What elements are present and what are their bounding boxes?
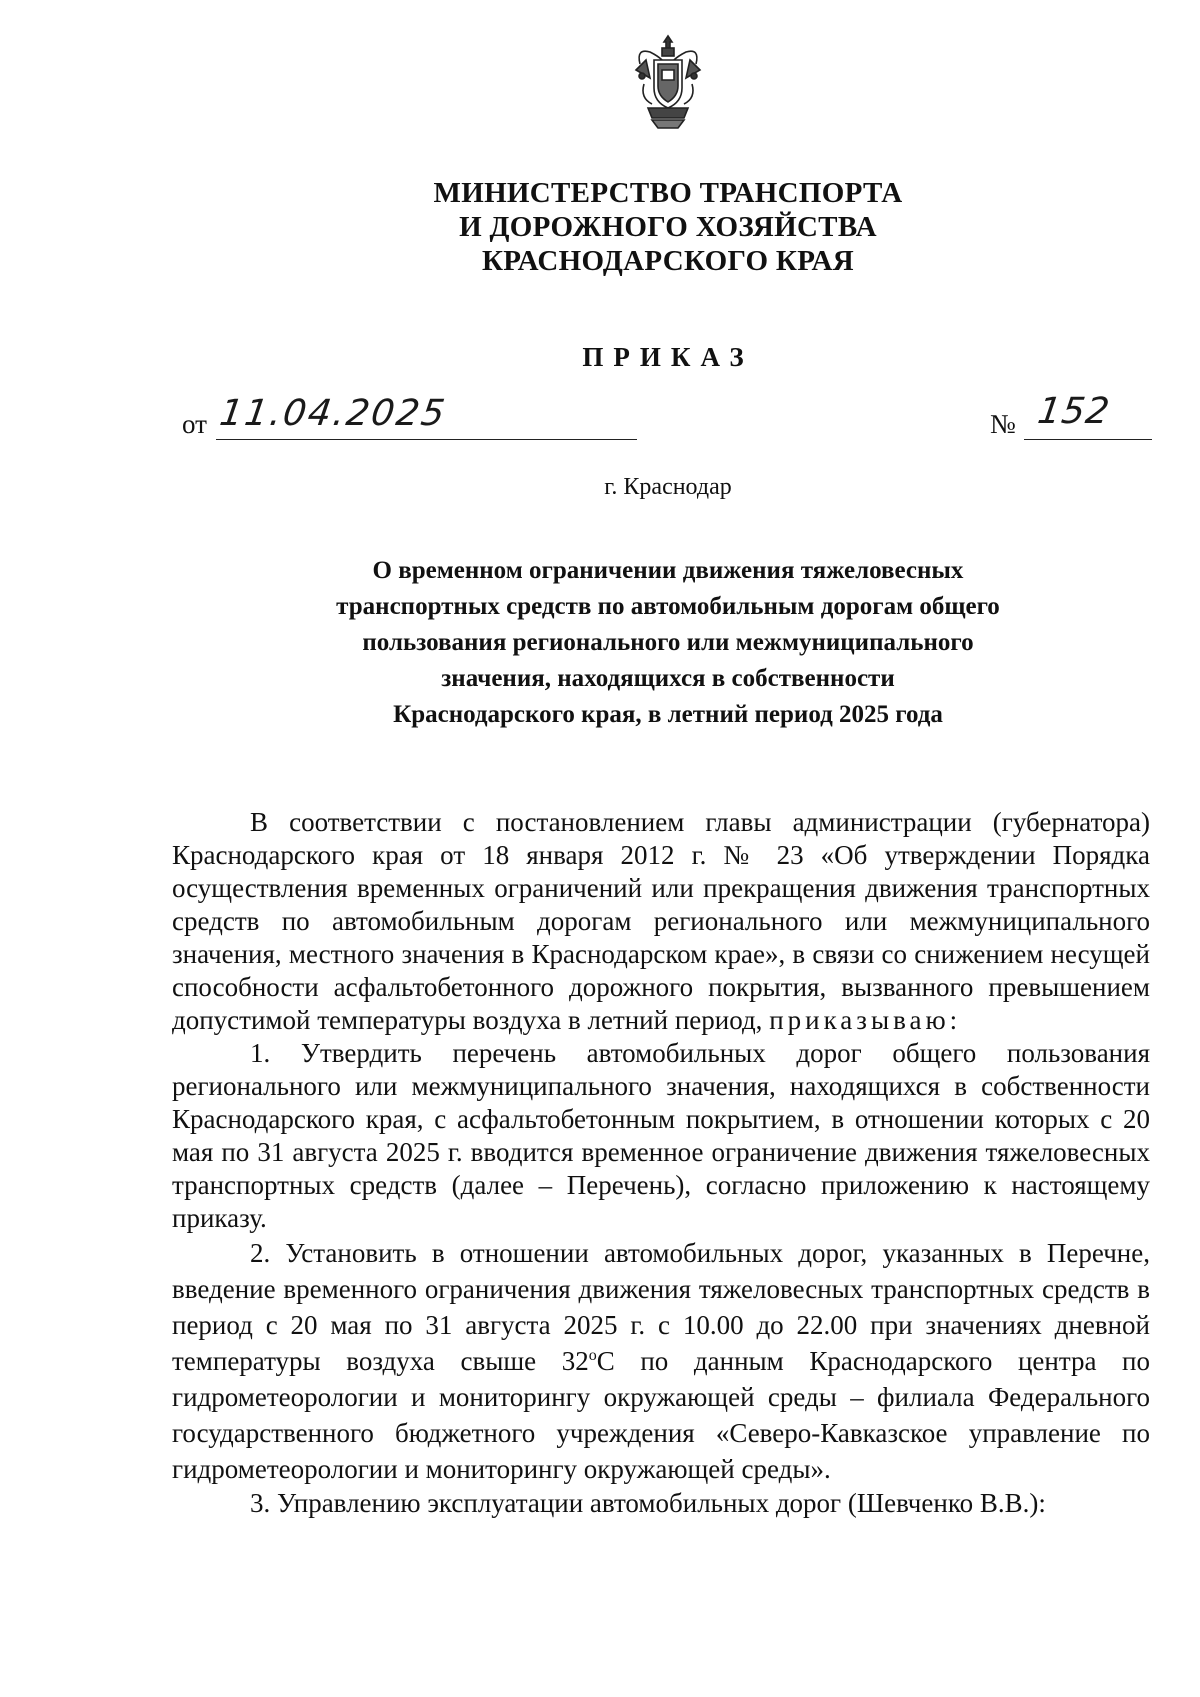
degree-sign: о bbox=[588, 1347, 597, 1364]
date-number-row bbox=[182, 391, 1152, 445]
item-1-paragraph: 1. Утвердить перечень автомобильных дорог общего пользования регионального или межмуниципального значения, находящихся в собственности Краснодарского края, с асфальтобетонным покрытием, в отношении которых с 20 мая по 31 августа 2025 г. вводится временное ограничение движения тяжеловесных транспортных средств (далее – Перечень), согласно приложению к настоящему приказу. bbox=[172, 1038, 1150, 1233]
ministry-line: И ДОРОЖНОГО ХОЗЯЙСТВА bbox=[459, 211, 877, 243]
title-line: О временном ограничении движения тяжеловесных bbox=[372, 557, 964, 584]
date-underline bbox=[216, 439, 637, 440]
number-label: № bbox=[990, 409, 1016, 439]
ministry-line: МИНИСТЕРСТВО ТРАНСПОРТА bbox=[433, 177, 903, 209]
item-3-paragraph: 3. Управлению эксплуатации автомобильных дорог (Шевченко В.В.): bbox=[250, 1488, 1046, 1518]
ministry-name bbox=[300, 176, 1036, 278]
title-line: Краснодарского края, в летний период 2025 года bbox=[393, 701, 943, 728]
date-label: от bbox=[182, 409, 207, 439]
item-2-text-end: С по данным Краснодарского центра по гидрометеорологии и мониторингу окружающей среды – филиала Федерального государственного бюджетного учреждения «Северо-Кавказское управление по гидрометеорологии и мониторингу окружающей среды». bbox=[172, 1346, 1150, 1484]
city: г. Краснодар bbox=[604, 474, 732, 500]
order-title bbox=[240, 553, 1096, 733]
handwritten-date: 11.04.2025 bbox=[217, 393, 450, 434]
item-2-text-start: 2. Установить в отношении автомобильных дорог, указанных в Перечне, введение временного ограничения движения тяжеловесных транспортных средств в период с 20 мая по 31 августа 2025 г. с 10.00 до 22.00 при значениях дневной температуры воздуха свыше 32 bbox=[172, 1238, 1150, 1376]
item-2-paragraph bbox=[172, 1235, 1150, 1487]
title-line: пользования регионального или межмуниципального bbox=[362, 629, 974, 656]
order-word: приказываю: bbox=[769, 1005, 962, 1035]
handwritten-number: 152 bbox=[1035, 391, 1113, 432]
coat-of-arms-icon bbox=[628, 34, 708, 130]
title-line: транспортных средств по автомобильным дорогам общего bbox=[336, 593, 1000, 620]
document-type: ПРИКАЗ bbox=[582, 342, 754, 372]
title-line: значения, находящихся в собственности bbox=[441, 665, 895, 692]
order-body bbox=[172, 806, 1150, 1520]
ministry-line: КРАСНОДАРСКОГО КРАЯ bbox=[481, 245, 855, 277]
preamble-text: В соответствии с постановлением главы администрации (губернатора) Краснодарского края от 18 января 2012 г. № 23 «Об утверждении Порядка осуществления временных ограничений или прекращения движения транспортных средств по автомобильным дорогам регионального или межмуниципального значения, местного значения в Краснодарском крае», в связи со снижением несущей способности асфальтобетонного дорожного покрытия, вызванного превышением допустимой температуры воздуха в летний период, bbox=[172, 807, 1150, 1035]
preamble-paragraph bbox=[172, 806, 1150, 1037]
number-underline bbox=[1024, 439, 1152, 440]
